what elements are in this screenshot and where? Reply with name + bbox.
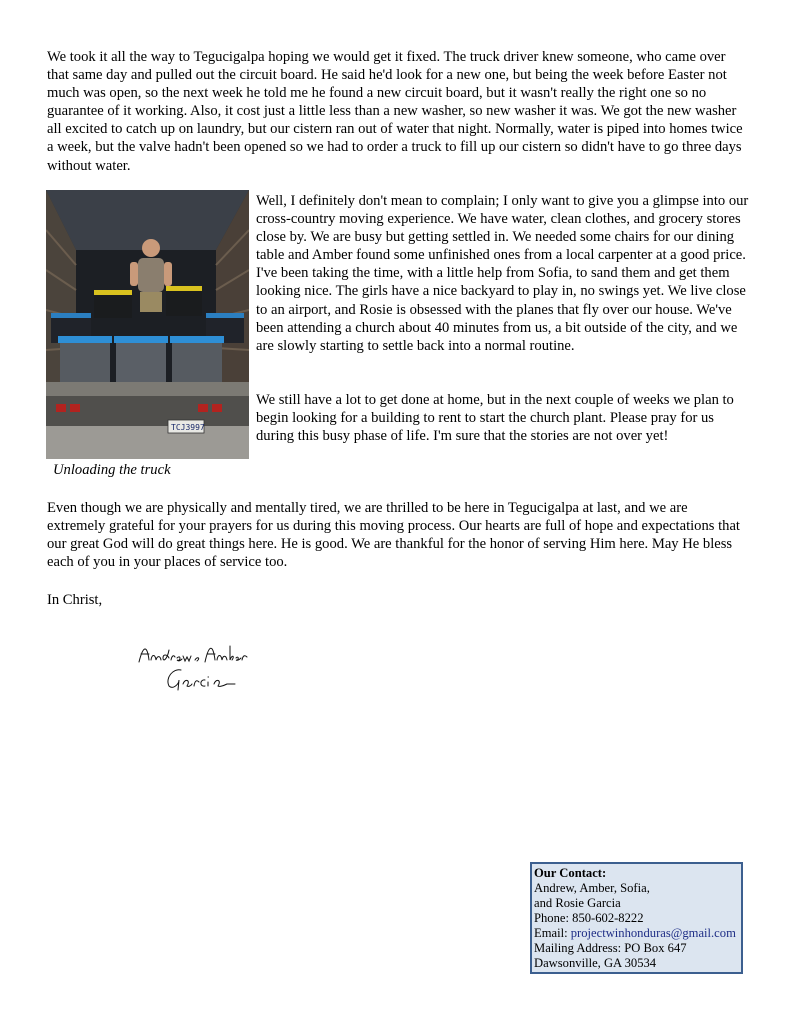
phone-number: 850-602-8222 bbox=[572, 911, 644, 925]
contact-box bbox=[530, 862, 743, 974]
contact-names-1: Andrew, Amber, Sofia, bbox=[534, 881, 650, 895]
closing-line: In Christ, bbox=[47, 592, 103, 608]
paragraph-3: We still have a lot to get done at home, but in the next couple of weeks we plan to begin looking for a building to rent to start the church plant. Please pray for us during this busy phase of life. I'm sure that the stories are not over yet! bbox=[256, 392, 734, 445]
city-state-zip: Dawsonville, GA 30534 bbox=[534, 956, 657, 970]
contact-names-2: and Rosie Garcia bbox=[534, 896, 621, 910]
email-label: Email: bbox=[534, 926, 571, 940]
plate-text: TCJ3997 bbox=[171, 423, 205, 432]
contact-phone-line bbox=[534, 911, 741, 926]
paragraph-1: We took it all the way to Tegucigalpa hoping we would get it fixed. The truck driver knew someone, who came over that same day and pulled out the circuit board. He said he'd look for a new one, but being the week before Easter not much was open, so the next week he told me he found a new circuit board, but it wasn't really the right one so no guarantee of it working. Also, it cost just a little less than a new washer, so new washer it was. We got the new washer all excited to catch up on laundry, but our cistern ran out of water that night. Normally, water is piped into homes twice a week, but the valve hadn't been opened so we had to order a truck to fill up our cistern so didn't have to go three days without water. bbox=[47, 49, 743, 174]
truck-photo bbox=[46, 190, 249, 459]
mailing-address: Mailing Address: PO Box 647 bbox=[534, 941, 687, 955]
phone-label: Phone: bbox=[534, 911, 573, 925]
email-link[interactable]: projectwinhonduras@gmail.com bbox=[570, 926, 736, 940]
paragraph-4: Even though we are physically and mentally tired, we are thrilled to be here in Tegucigalpa at last, and we are extremely grateful for your prayers for us during this moving process. Our hearts are full of hope and expectations that our great God will do great things here. He is good. We are thankful for the honor of serving Him here. May He bless each of you in your places of service too. bbox=[47, 500, 740, 571]
handwritten-signature bbox=[135, 640, 255, 695]
contact-heading: Our Contact: bbox=[534, 866, 607, 880]
photo-caption: Unloading the truck bbox=[53, 462, 171, 478]
paragraph-2: Well, I definitely don't mean to complain; I only want to give you a glimpse into our cross-country moving experience. We have water, clean clothes, and grocery stores close by. We are busy but getting settled in. We needed some chairs for our dining table and Amber found some unfinished ones from a local carpenter at a good price. I've been taking the time, with a little help from Sofia, to sand them and get them looking nice. The girls have a nice backyard to play in, no swings yet. We live close to an airport, and Rosie is obsessed with the planes that fly over our house. We've been attending a church about 40 minutes from us, a bit outside of the city, and we are slowly starting to settle back into a normal routine. bbox=[256, 193, 749, 354]
contact-email-line bbox=[534, 926, 741, 941]
